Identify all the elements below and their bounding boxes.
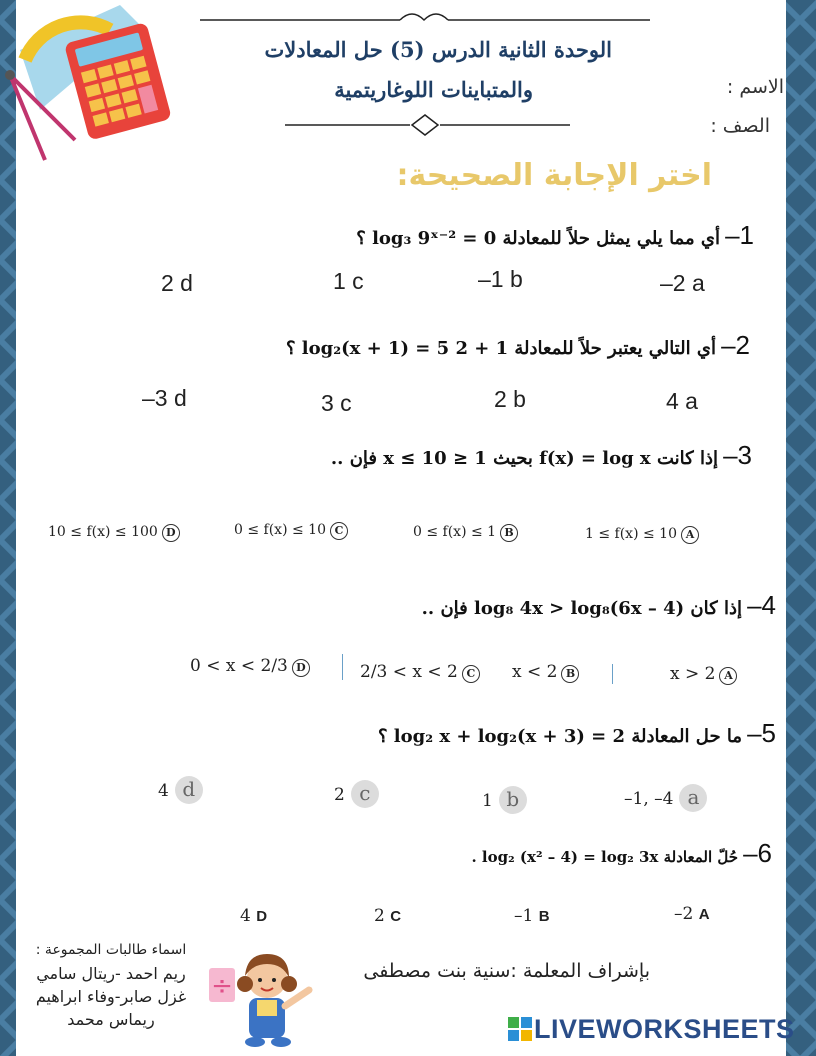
q6-option-a[interactable] <box>674 904 710 924</box>
lesson-title-line1: الوحدة الثانية الدرس (5) حل المعادلات <box>264 37 612 62</box>
question-number: 5– <box>747 718 776 748</box>
instruction-heading: اختر الإجابة الصحيحة: <box>396 158 712 193</box>
q3-option-c[interactable] <box>234 522 352 540</box>
option-text: 10 ≤ f(x) ≤ 100 <box>48 524 158 540</box>
teacher-credit: بإشراف المعلمة :سنية بنت مصطفى <box>363 960 650 982</box>
option-letter: D <box>162 524 180 542</box>
liveworksheets-logo <box>508 1014 795 1045</box>
q1-option-a[interactable]: –2 a <box>660 270 705 296</box>
q4-option-d[interactable] <box>190 656 314 677</box>
q4-option-a[interactable] <box>670 664 741 685</box>
q3-option-a[interactable] <box>585 526 703 544</box>
question-text: أي التالي يعتبر حلاً للمعادلة 1 + 2 log₂(x + 1) = 5 ؟ <box>285 338 716 359</box>
option-text: 1 ≤ f(x) ≤ 10 <box>585 526 677 542</box>
question-number: 2– <box>721 330 750 360</box>
option-text: 0 ≤ f(x) ≤ 1 <box>413 524 497 540</box>
q6-option-d[interactable] <box>240 906 267 926</box>
question-5 <box>378 718 776 749</box>
q2-option-d[interactable]: –3 d <box>142 385 187 411</box>
student-names-line: غزل صابر-وفاء ابراهيم <box>35 987 187 1006</box>
q6-option-b[interactable] <box>514 906 550 926</box>
q5-option-c[interactable] <box>334 780 385 808</box>
option-text: 2 <box>334 785 345 805</box>
option-letter: C <box>390 908 402 925</box>
option-text: 4 <box>158 781 169 801</box>
question-number: 4– <box>747 590 776 620</box>
svg-text:÷: ÷ <box>211 971 233 1001</box>
option-text: 4 <box>240 906 251 926</box>
option-letter: d <box>175 776 203 804</box>
q5-option-b[interactable] <box>482 786 533 814</box>
option-letter: B <box>561 665 579 683</box>
q3-option-d[interactable] <box>48 524 184 542</box>
q4-option-b[interactable] <box>512 662 583 683</box>
option-letter: A <box>698 906 710 923</box>
option-letter: A <box>681 526 699 544</box>
option-text: –2 <box>674 904 694 924</box>
option-letter: B <box>500 524 518 542</box>
q2-option-c[interactable]: 3 c <box>321 390 352 416</box>
option-text: 0 < x < 2/3 <box>190 656 288 676</box>
q3-option-b[interactable] <box>413 524 522 542</box>
option-letter: C <box>330 522 348 540</box>
q6-option-c[interactable] <box>374 906 401 926</box>
calculator-compass-icon <box>0 0 180 170</box>
option-text: –1 <box>514 906 534 926</box>
option-letter: a <box>679 784 707 812</box>
question-1 <box>356 220 754 251</box>
q4-option-c[interactable] <box>360 662 484 683</box>
option-letter: D <box>292 659 310 677</box>
option-text: 2/3 < x < 2 <box>360 662 458 682</box>
option-text: 1 <box>482 791 493 811</box>
question-3 <box>331 440 752 471</box>
question-number: 6– <box>743 838 772 868</box>
option-letter: B <box>538 908 550 925</box>
title-ornament-line <box>285 113 570 137</box>
question-4 <box>422 590 776 621</box>
students-list <box>16 942 206 1029</box>
option-text: 0 ≤ f(x) ≤ 10 <box>234 522 326 538</box>
divider <box>612 664 613 684</box>
option-letter: D <box>256 908 268 925</box>
question-6 <box>471 838 772 869</box>
q1-option-d[interactable]: 2 d <box>161 270 193 296</box>
top-ornament-line <box>200 10 650 30</box>
liveworksheets-logo-icon <box>508 1017 534 1043</box>
lesson-title-line2: والمتباينات اللوغاريتمية <box>334 77 533 102</box>
class-label: الصف : <box>710 115 770 137</box>
option-text: x > 2 <box>670 664 716 684</box>
question-text: إذا كانت f(x) = log x بحيث 1 ≤ x ≤ 10 فإن .. <box>330 448 718 469</box>
option-letter: C <box>462 665 480 683</box>
option-text: –1, –4 <box>624 789 674 809</box>
q1-option-c[interactable]: 1 c <box>333 268 364 294</box>
q2-option-b[interactable]: 2 b <box>494 386 526 412</box>
option-text: 2 <box>374 906 385 926</box>
girl-illustration-icon <box>205 950 320 1050</box>
question-number: 1– <box>725 220 754 250</box>
question-text: حُلّ المعادلة log₂ (x² – 4) = log₂ 3x . <box>471 848 738 866</box>
option-letter: A <box>719 667 737 685</box>
question-text: ما حل المعادلة log₂ x + log₂(x + 3) = 2 ؟ <box>377 726 742 747</box>
option-letter: b <box>499 786 527 814</box>
q5-option-a[interactable] <box>624 784 713 812</box>
q5-option-d[interactable] <box>158 776 209 804</box>
students-title: اسماء طالبات المجموعة : <box>35 942 187 958</box>
student-names-line: ريماس محمد <box>67 1010 155 1029</box>
divider <box>342 654 343 680</box>
question-number: 3– <box>723 440 752 470</box>
name-label: الاسم : <box>726 76 784 98</box>
liveworksheets-brand-text: LIVEWORKSHEETS <box>534 1014 795 1044</box>
q2-option-a[interactable]: 4 a <box>666 388 698 414</box>
student-names-line: ريم احمد -ريتال سامي <box>36 964 186 983</box>
option-letter: c <box>351 780 379 808</box>
q1-option-b[interactable]: –1 b <box>478 266 523 292</box>
option-text: x < 2 <box>512 662 558 682</box>
question-2 <box>286 330 750 361</box>
question-text: أي مما يلي يمثل حلاً للمعادلة log₃ 9ˣ⁻² = 0 ؟ <box>356 228 720 249</box>
question-text: إذا كان log₈ 4x > log₈(6x – 4) فإن .. <box>421 598 742 619</box>
